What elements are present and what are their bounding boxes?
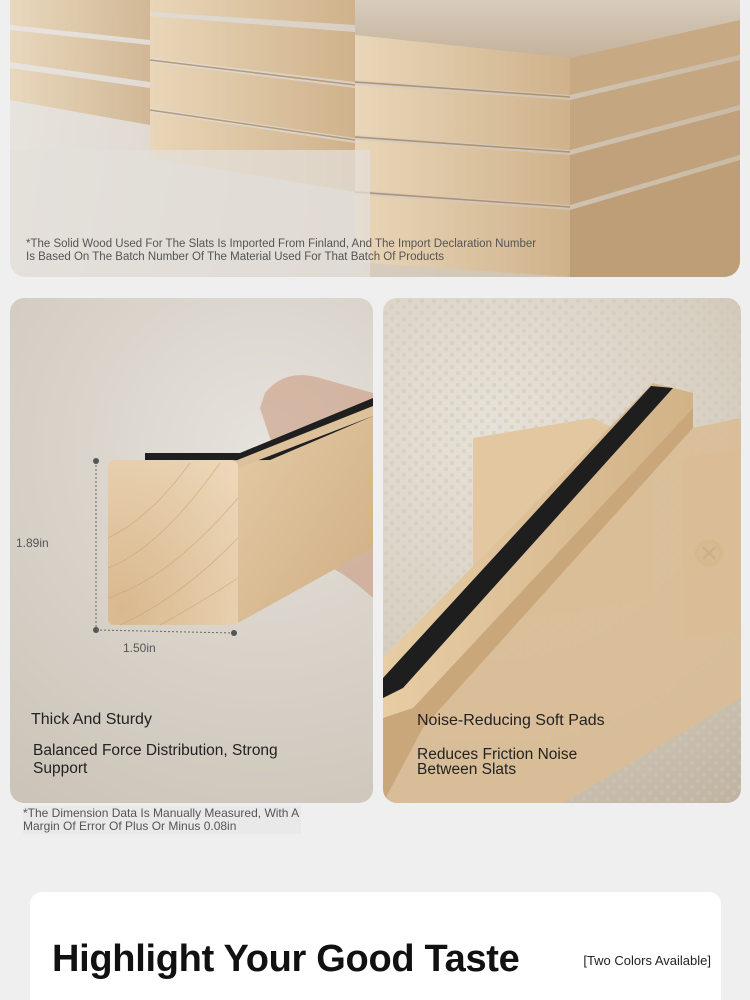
friction-noise-subtitle: Reduces Friction Noise Between Slats (417, 746, 578, 778)
wood-slats-stack-image (10, 0, 740, 277)
good-taste-headline: Highlight Your Good Taste (52, 938, 520, 980)
width-dimension-label: 1.50in (123, 641, 156, 655)
thick-sturdy-card (10, 298, 373, 803)
thick-sturdy-title: Thick And Sturdy (31, 711, 152, 728)
wood-origin-caption: *The Solid Wood Used For The Slats Is Imported From Finland, And The Import Declaration Number Is Based On The Batch Number Of The Material Used For That Batch Of Products (26, 238, 537, 263)
soft-pads-card (383, 298, 741, 803)
two-colors-tag: [Two Colors Available] (583, 953, 711, 968)
height-dimension-label: 1.89in (16, 536, 49, 550)
soft-pads-title: Noise-Reducing Soft Pads (417, 712, 605, 729)
wood-stack-illustration (10, 0, 740, 277)
force-distribution-subtitle: Balanced Force Distribution, Strong Support (33, 742, 278, 777)
width-dimension-line (96, 630, 234, 633)
dimension-disclaimer: *The Dimension Data Is Manually Measured, With A Margin Of Error Of Plus Or Minus 0.08in (23, 806, 300, 833)
good-taste-section (30, 892, 721, 1000)
